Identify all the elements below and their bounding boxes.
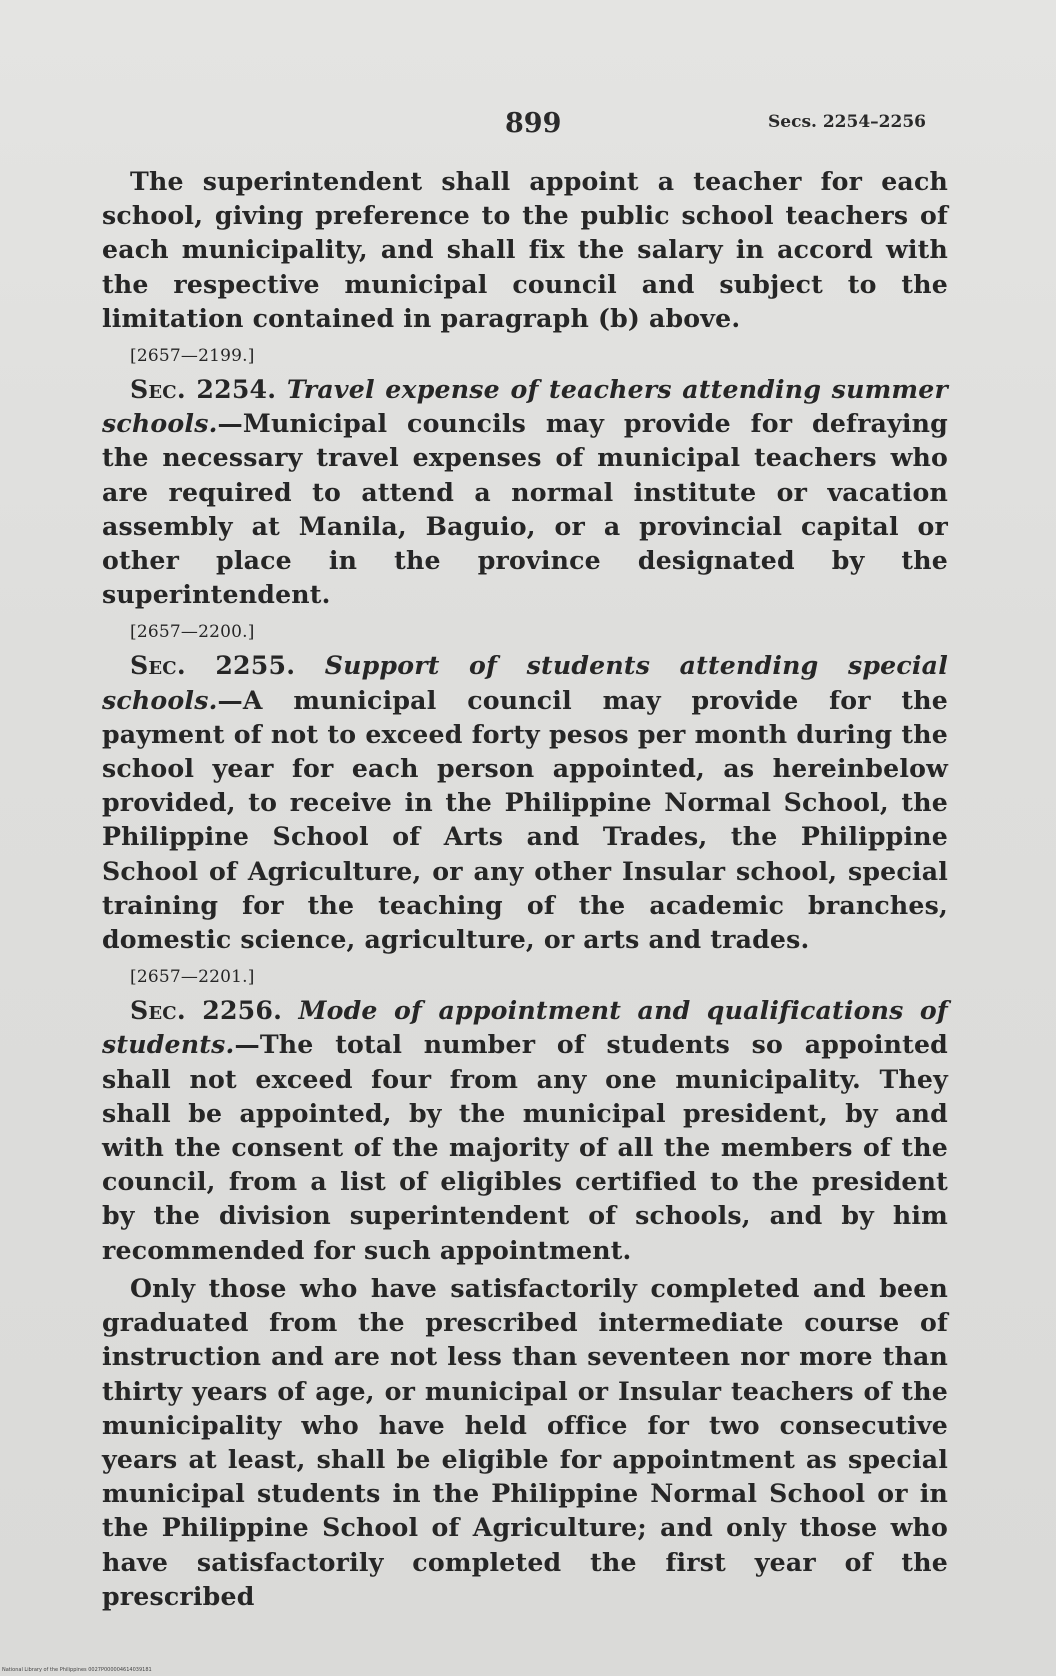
section-label: Sec. [130,650,186,681]
section-number: 2255. [215,650,296,681]
section-text: —The total number of students so appointed shall not exceed four from any one municipality. They shall be appointed, by the municipal president, by and with the consent of the majority of all the members of the council, from a list of eligibles certified to the president by the division superintendent of schools, and by him recommended for such appointment. [102,1029,948,1265]
closing-paragraph: Only those who have satisfactorily completed and been graduated from the prescribed intermediate course of instruction and are not less than seventeen nor more than thirty years of age, or municipal or Insular teachers of the municipality who have held office for two consecutive years at least, shall be eligible for appointment as special municipal students in the Philippine Normal School or in the Philippine School of Agriculture; and only those who have satisfactorily completed the first year of the prescribed [102,1272,948,1611]
page-header [0,108,1056,148]
citation-2255: [2657—2200.] [130,622,255,643]
source-footer: National Library of the Philippines 0027P000004614039181 [2,1667,152,1673]
section-title: Travel expense of teachers attending summer schools. [102,374,948,439]
section-label: Sec. [130,374,186,405]
intro-paragraph: The superintendent shall appoint a teacher for each school, giving preference to the public school teachers of each municipality, and shall fix the salary in accord with the respective municipal council and subject to the limitation contained in paragraph (b) above. [102,166,948,333]
section-2255 [102,648,948,956]
section-title: Support of students attending special schools. [102,650,948,715]
section-text: —A municipal council may provide for the payment of not to exceed forty pesos per month during the school year for each person appointed, as hereinbelow provided, to receive in the Philippine Normal School, the Philippine School of Arts and Trades, the Philippine School of Agriculture, or any other Insular school, special training for the teaching of the academic branches, domestic science, agriculture, or arts and trades. [102,684,948,955]
section-number: 2256. [202,995,283,1026]
section-label: Sec. [130,995,186,1026]
citation-2254: [2657—2199.] [130,346,255,367]
page-number: 899 [505,108,562,139]
section-title: Mode of appointment and qualifications of students. [102,995,948,1060]
section-2256 [102,993,948,1267]
body-text [102,164,948,1613]
citation-2256: [2657—2201.] [130,967,255,988]
section-2254 [102,372,948,611]
section-range: Secs. 2254–2256 [768,112,926,132]
section-number: 2254. [196,374,277,405]
section-text: —Municipal councils may provide for defraying the necessary travel expenses of municipal teachers who are required to attend a normal institute or vacation assembly at Manila, Baguio, or a provincial capital or other place in the province designated by the superintendent. [102,408,948,610]
